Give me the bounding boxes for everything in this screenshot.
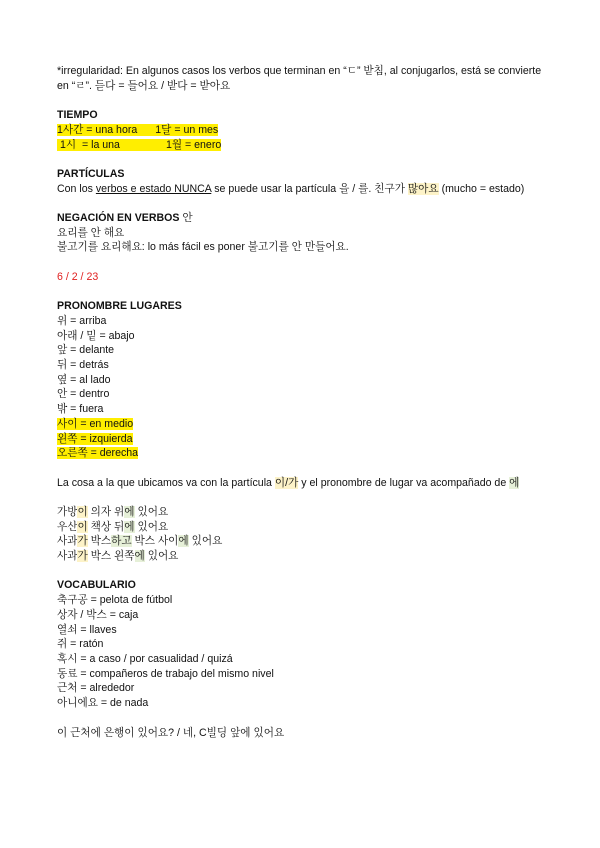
section-heading-particulas: PARTÍCULAS (57, 167, 125, 180)
list-item: 뒤 = detrás (57, 358, 109, 371)
list-item: 아니에요 = de nada (57, 697, 149, 710)
list-item: 동료 = compañeros de trabajo del mismo nivel (57, 667, 274, 680)
date-label: 6 / 2 / 23 (57, 270, 99, 283)
section-heading-vocabulario: VOCABULARIO (57, 579, 136, 592)
negacion-line-1: 요리를 안 해요 (57, 226, 125, 239)
closing-example: 이 근처에 은행이 있어요? / 네, C빌딩 앞에 있어요 (57, 726, 285, 739)
example-sentence: 우산이 책상 뒤에 있어요 (57, 520, 169, 533)
highlight-manayo: 많아요 (407, 182, 439, 195)
list-item: 옆 = al lado (57, 373, 111, 386)
highlight-particle-e: 에 (509, 476, 520, 489)
list-item-highlighted: 오른쪽 = derecha (57, 447, 139, 460)
irregularity-note: *irregularidad: En algunos casos los verbos que terminan en “ㄷ” 받침, al conjugarlos, está se convierte en “ㄹ”. 듣다 = 들어요 / 받다 = 받아요 (57, 65, 542, 92)
document-page (57, 64, 547, 740)
lugares-list (57, 314, 547, 461)
list-item-highlighted: 사이 = en medio (57, 417, 134, 430)
section-heading-negacion: NEGACIÓN EN VERBOS 안 (57, 211, 193, 224)
list-item: 위 = arriba (57, 314, 107, 327)
tiempo-row-2 (57, 138, 547, 153)
section-heading-lugares: PRONOMBRE LUGARES (57, 300, 182, 313)
highlight-particle-iga: 이/가 (274, 476, 299, 489)
tiempo-row-1-text: 1사간 = una hora 1달 = un mes (57, 123, 219, 136)
list-item-highlighted: 왼쪽 = izquierda (57, 432, 133, 445)
list-item: 쥐 = ratón (57, 638, 104, 651)
lugares-rule: La cosa a la que ubicamos va con la partícula 이/가 y el pronombre de lugar va acompañado de 에 (57, 476, 520, 489)
list-item: 근처 = alrededor (57, 682, 135, 695)
tiempo-row-2-text: 1시 = la una 1월 = enero (57, 138, 222, 151)
section-heading-tiempo: TIEMPO (57, 109, 98, 122)
example-sentence: 사과가 박스하고 박스 사이에 있어요 (57, 535, 223, 548)
list-item: 밖 = fuera (57, 403, 104, 416)
vocab-list (57, 593, 547, 711)
list-item: 아래 / 밑 = abajo (57, 329, 135, 342)
list-item: 안 = dentro (57, 388, 110, 401)
list-item: 혹시 = a caso / por casualidad / quizá (57, 653, 233, 665)
example-sentence: 가방이 의자 위에 있어요 (57, 505, 169, 518)
list-item: 열쇠 = llaves (57, 623, 117, 636)
particulas-paragraph: Con los verbos e estado NUNCA se puede usar la partícula 을 / 를. 친구가 많아요 (mucho = estado) (57, 182, 525, 195)
underlined-phrase: verbos e estado NUNCA (95, 182, 212, 195)
list-item: 축구공 = pelota de fútbol (57, 594, 173, 607)
example-sentence: 사과가 박스 왼쪽에 있어요 (57, 550, 179, 563)
example-sentences (57, 505, 547, 564)
list-item: 상자 / 박스 = caja (57, 608, 139, 621)
list-item: 앞 = delante (57, 344, 115, 357)
tiempo-row-1 (57, 123, 547, 138)
negacion-line-2: 불고기를 요리해요: lo más fácil es poner 불고기를 안 만들어요. (57, 241, 349, 254)
